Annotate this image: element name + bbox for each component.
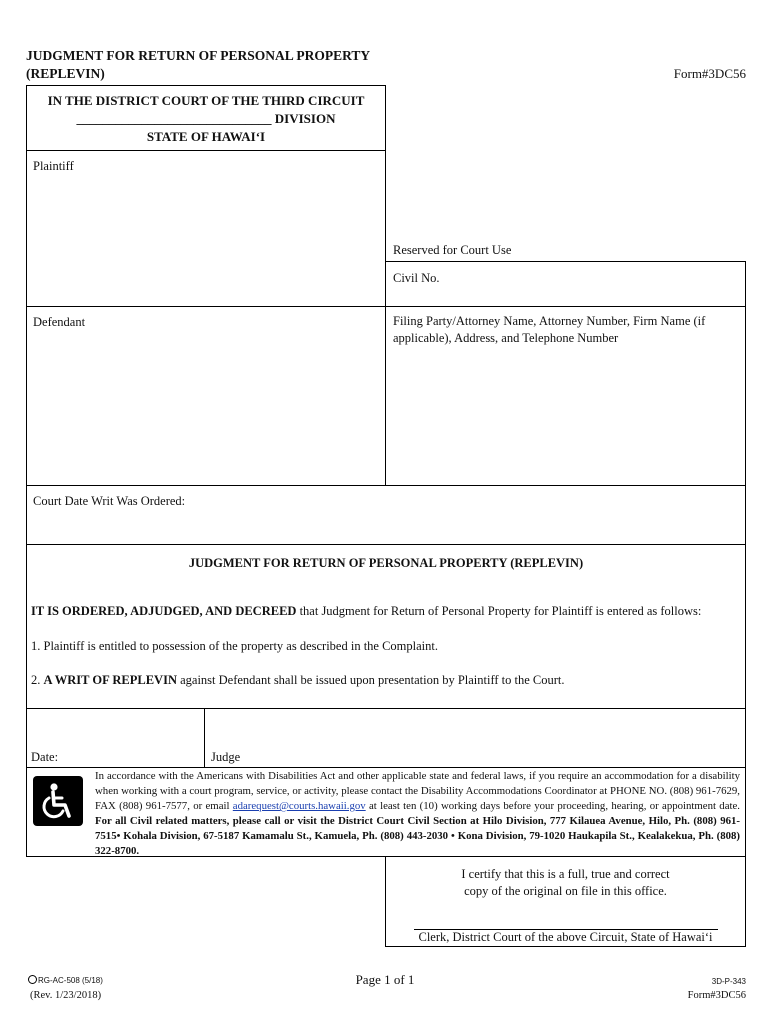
court-state-line: STATE OF HAWAI‘I (146, 129, 266, 144)
ada-notice-text (95, 769, 740, 859)
certification-line2: copy of the original on file in this office. (464, 884, 667, 898)
date-box[interactable] (26, 708, 205, 768)
footer-revision: (Rev. 1/23/2018) (30, 990, 102, 1001)
certification-line1: I certify that this is a full, true and correct (461, 867, 670, 881)
judgment-item-1: 1. Plaintiff is entitled to possession of the property as described in the Complaint. (31, 639, 439, 653)
footer-right-code: 3D-P-343 (711, 977, 746, 986)
judgment-heading: JUDGMENT FOR RETURN OF PERSONAL PROPERTY (REPLEVIN) (188, 556, 584, 570)
ada-notice-box (26, 767, 746, 857)
filing-party-box[interactable] (385, 306, 746, 486)
footer-left (28, 975, 103, 1001)
court-date-label: Court Date Writ Was Ordered: (33, 494, 186, 508)
footer-right (688, 977, 746, 1001)
judgment-intro-bold: IT IS ORDERED, ADJUDGED, AND DECREED (31, 604, 297, 618)
ada-civil-contacts: For all Civil related matters, please call or visit the District Court Civil Section at Hilo Division, 777 Kilauea Avenue, Hilo, Ph. (808) 961-7515• Kohala Division, 67-5187 Kamamalu St., Kamuela, Ph. (808) 443-2030 • Kona Division, 79-1020 Haukapila St., Kealakekua, Ph. (808) 322-8700. (95, 815, 740, 857)
court-heading-box (26, 85, 386, 151)
footer-form-code-text: RG-AC-508 (5/18) (38, 976, 103, 985)
plaintiff-label: Plaintiff (33, 159, 74, 173)
court-division-line[interactable]: ______________________________ DIVISION (76, 111, 336, 126)
judgment-item-2-number: 2. (31, 673, 44, 687)
recycle-logo-icon (28, 975, 37, 984)
clerk-label: Clerk, District Court of the above Circuit, State of Hawai‘i (418, 930, 713, 944)
court-date-box[interactable] (26, 485, 746, 545)
judgment-intro (31, 604, 743, 619)
date-label: Date: (31, 750, 59, 764)
page-number: Page 1 of 1 (355, 972, 415, 987)
ada-text-part2: at least ten (10) working days before your proceeding, hearing, or appointment date. (365, 800, 740, 812)
form-title (26, 47, 370, 83)
wheelchair-icon (33, 776, 83, 826)
civil-no-box[interactable] (385, 261, 746, 307)
judgment-item-2-bold: A WRIT OF REPLEVIN (43, 673, 177, 687)
ada-text-part1: In accordance with the Americans with Disabilities Act and other applicable state and federal laws, if you require an accommodation for a disability when working with a court program, service, or activity, please contact the Disability Accommodations Coordinator at PHONE NO. (808) 961-7629, FAX (808) 961-7577, or email (95, 770, 740, 812)
form-number: Form#3DC56 (673, 66, 746, 81)
judgment-box (26, 544, 746, 709)
footer-form-code (28, 975, 103, 985)
judgment-item-2-rest: against Defendant shall be issued upon presentation by Plaintiff to the Court. (176, 673, 565, 687)
reserved-court-use-label: Reserved for Court Use (393, 243, 512, 257)
civil-no-label: Civil No. (393, 271, 440, 285)
defendant-label: Defendant (33, 315, 86, 329)
filing-party-label: Filing Party/Attorney Name, Attorney Number, Firm Name (if applicable), Address, and Telephone Number (393, 314, 706, 345)
court-line1: IN THE DISTRICT COURT OF THE THIRD CIRCUIT (47, 93, 365, 108)
defendant-box[interactable] (26, 306, 386, 486)
judgment-intro-rest: that Judgment for Return of Personal Property for Plaintiff is entered as follows: (296, 604, 702, 618)
plaintiff-box[interactable] (26, 150, 386, 307)
judge-signature-box[interactable] (204, 708, 746, 768)
judgment-item-2 (31, 673, 565, 688)
certification-text (386, 866, 745, 900)
footer-right-form: Form#3DC56 (687, 990, 746, 1001)
ada-email-link[interactable]: adarequest@courts.hawaii.gov (232, 800, 366, 812)
form-title-line1: JUDGMENT FOR RETURN OF PERSONAL PROPERTY (26, 48, 371, 63)
form-title-line2: (REPLEVIN) (26, 66, 105, 81)
judge-label: Judge (211, 750, 241, 764)
certification-box (385, 856, 746, 947)
